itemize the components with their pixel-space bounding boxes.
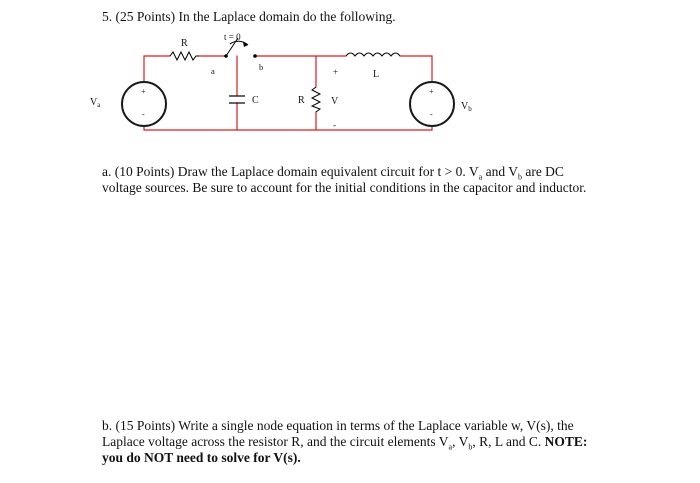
label-r-top: R xyxy=(181,38,188,49)
part-b-line-3: you do NOT need to solve for V(s). xyxy=(102,450,301,465)
label-v-plus: + xyxy=(333,67,339,77)
resistor-top-symbol xyxy=(170,52,199,60)
label-r-mid: R xyxy=(298,95,305,106)
label-voltage: V xyxy=(331,96,339,107)
wire-l-to-right xyxy=(400,56,432,82)
part-b-line-1: b. (15 Points) Write a single node equation in terms of the Laplace variable w, V(s), the xyxy=(102,418,574,433)
voltage-source-a xyxy=(122,82,166,126)
part-b-note-label: NOTE: xyxy=(544,434,588,449)
source-a-plus: + xyxy=(141,87,146,96)
label-vb: $V_b$ xyxy=(461,101,472,113)
wire-bottom xyxy=(144,127,432,130)
circuit-wires xyxy=(144,56,432,130)
label-capacitor: C xyxy=(252,95,259,106)
inductor-symbol xyxy=(346,53,400,56)
label-switch-time: t = 0 xyxy=(224,32,241,42)
capacitor-symbol xyxy=(229,96,245,103)
resistor-mid-symbol xyxy=(312,87,320,112)
voltage-source-b xyxy=(410,82,454,126)
part-b-line-2: Laplace voltage across the resistor R, and the circuit elements $V_a$, $V_b$, R, L and C. NOTE: xyxy=(102,434,588,452)
source-b-minus: - xyxy=(430,110,433,119)
label-va: $V_a$ xyxy=(90,97,101,109)
label-node-b: b xyxy=(259,62,264,72)
label-v-minus: - xyxy=(333,120,336,130)
label-node-a: a xyxy=(211,66,215,76)
part-a-line-2: voltage sources. Be sure to account for the initial conditions in the capacitor and inductor. xyxy=(102,180,587,195)
part-a-line-1: a. (10 Points) Draw the Laplace domain equivalent circuit for t > 0. $V_a$ and $V_b$ are DC xyxy=(102,164,564,182)
label-inductor: L xyxy=(373,69,380,80)
source-a-minus: - xyxy=(142,110,145,119)
wire-left-top xyxy=(144,56,170,82)
source-b-plus: + xyxy=(429,87,434,96)
problem-heading: 5. (25 Points) In the Laplace domain do the following. xyxy=(102,9,396,24)
